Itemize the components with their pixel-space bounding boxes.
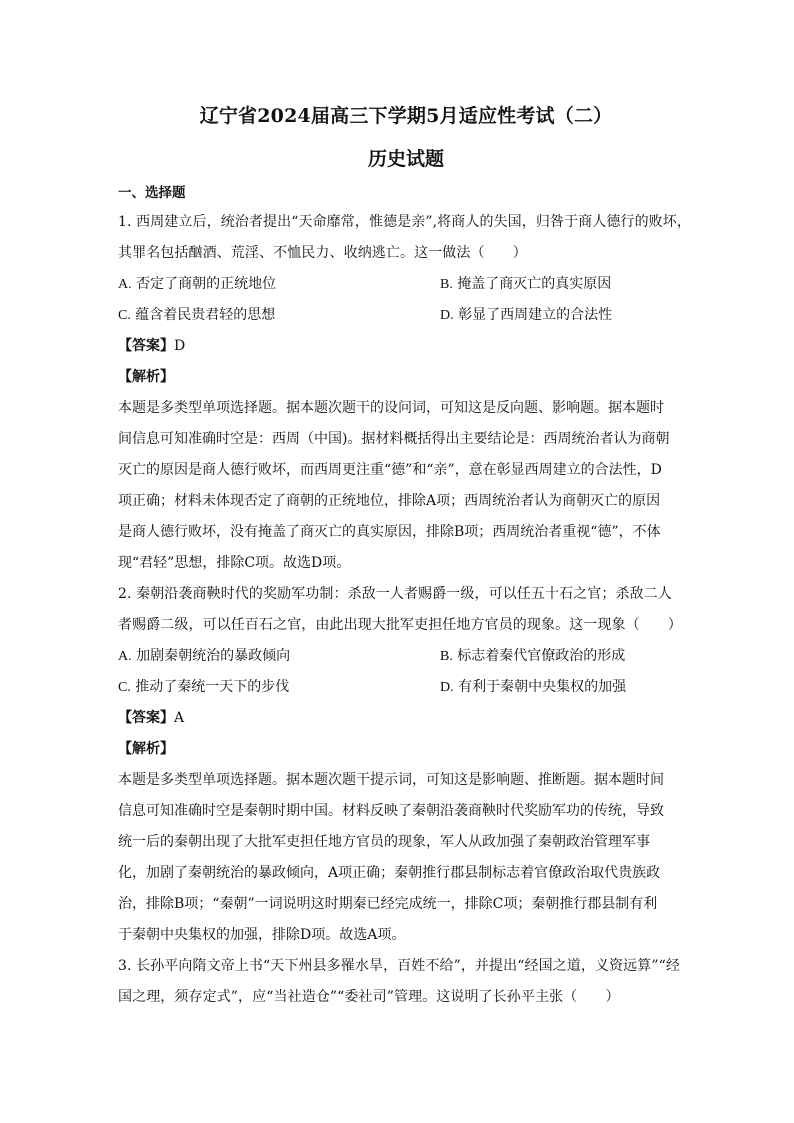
option-letter: C. — [118, 680, 131, 695]
option-text: 加剧秦朝统治的暴政倾向 — [136, 648, 291, 664]
option-letter: B. — [440, 277, 453, 292]
analysis-line: 化，加剧了秦朝统治的暴政倾向，A项正确；秦朝推行郡县制标志着官僚政治取代贵族政 — [118, 865, 661, 881]
analysis-line: 灭亡的原因是商人德行败坏，而西周更注重“德”和“亲”，意在彰显西周建立的合法性，D — [118, 462, 662, 478]
analysis-text — [118, 393, 694, 579]
analysis-line: 统一后的秦朝出现了大批军吏担任地方官员的现象，军人从政加强了秦朝政治管理军事 — [118, 834, 650, 850]
options-grid — [118, 641, 694, 703]
answer-line — [118, 331, 694, 362]
answer-value: A — [174, 710, 185, 726]
answer-label: 【答案】 — [118, 338, 174, 354]
options-grid — [118, 269, 694, 331]
option-c — [118, 672, 440, 703]
analysis-line: 本题是多类型单项选择题。据本题次题干的设问词，可知这是反向题、影响题。据本题时 — [118, 400, 664, 416]
option-letter: A. — [118, 277, 132, 292]
option-b — [440, 269, 694, 300]
option-text: 推动了秦统一天下的步伐 — [135, 679, 290, 695]
analysis-label: 【解析】 — [118, 741, 174, 757]
stem-line: 1. 西周建立后，统治者提出“天命靡常，惟德是亲”,将商人的失国，归咎于商人德行的败坏， — [118, 214, 691, 230]
option-text: 掩盖了商灭亡的真实原因 — [457, 276, 612, 292]
answer-line — [118, 703, 694, 734]
answer-label: 【答案】 — [118, 710, 174, 726]
option-a — [118, 269, 440, 300]
option-text: 标志着秦代官僚政治的形成 — [457, 648, 626, 664]
option-b — [440, 641, 694, 672]
exam-title: 辽宁省2024届高三下学期5月适应性考试（二） — [199, 105, 613, 127]
option-text: 蕴含着民贵君轻的思想 — [135, 307, 276, 323]
stem-line: 者赐爵二级，可以任百石之官，由此出现大批军吏担任地方官员的现象。这一现象（ ） — [118, 617, 682, 633]
analysis-line: 项正确；材料未体现否定了商朝的正统地位，排除A项；西周统治者认为商朝灭亡的原因 — [118, 493, 661, 509]
analysis-line: 本题是多类型单项选择题。据本题次题干提示词，可知这是影响题、推断题。据本题时间 — [118, 772, 664, 788]
option-letter: C. — [118, 308, 131, 323]
stem-line: 国之理，须存定式”，应“当社造仓”“委社司”管理。这说明了长孙平主张（ ） — [118, 989, 620, 1005]
analysis-line: 间信息可知准确时空是：西周（中国)。据材料概括得出主要结论是：西周统治者认为商朝 — [118, 431, 670, 447]
option-letter: D. — [440, 680, 454, 695]
analysis-line: 于秦朝中央集权的加强，排除D项。故选A项。 — [118, 927, 406, 943]
stem-line: 3. 长孙平向隋文帝上书“天下州县多罹水旱，百姓不给”，并提出“经国之道，义资远算”“经 — [118, 958, 680, 974]
analysis-line: 现“君轻”思想，排除C项。故选D项。 — [118, 555, 351, 571]
option-text: 彰显了西周建立的合法性 — [458, 307, 613, 323]
question-3 — [118, 951, 694, 1013]
stem-line: 2. 秦朝沿袭商鞅时代的奖励军功制：杀敌一人者赐爵一级，可以任五十石之官；杀敌二人 — [118, 586, 672, 602]
option-c — [118, 300, 440, 331]
question-stem — [118, 207, 694, 269]
question-stem — [118, 951, 694, 1013]
analysis-text — [118, 765, 694, 951]
question-2 — [118, 579, 694, 951]
option-a — [118, 641, 440, 672]
analysis-line: 治，排除B项；“秦朝”一词说明这时期秦已经完成统一，排除C项；秦朝推行郡县制有利 — [118, 896, 658, 912]
stem-line: 其罪名包括酗酒、荒淫、不恤民力、收纳逃亡。这一做法（ ） — [118, 245, 527, 261]
analysis-label: 【解析】 — [118, 369, 174, 385]
option-letter: B. — [440, 649, 453, 664]
section-heading: 一、选择题 — [118, 185, 186, 201]
option-d — [440, 672, 694, 703]
option-letter: D. — [440, 308, 454, 323]
option-d — [440, 300, 694, 331]
option-text: 有利于秦朝中央集权的加强 — [458, 679, 627, 695]
exam-subject: 历史试题 — [367, 148, 444, 170]
option-text: 否定了商朝的正统地位 — [136, 276, 277, 292]
question-stem — [118, 579, 694, 641]
option-letter: A. — [118, 649, 132, 664]
answer-value: D — [174, 338, 186, 354]
question-1 — [118, 207, 694, 579]
analysis-line: 是商人德行败坏，没有掩盖了商灭亡的真实原因，排除B项；西周统治者重视“德”，不体 — [118, 524, 661, 540]
analysis-line: 信息可知准确时空是秦朝时期中国。材料反映了秦朝沿袭商鞅时代奖励军功的传统，导致 — [118, 803, 664, 819]
